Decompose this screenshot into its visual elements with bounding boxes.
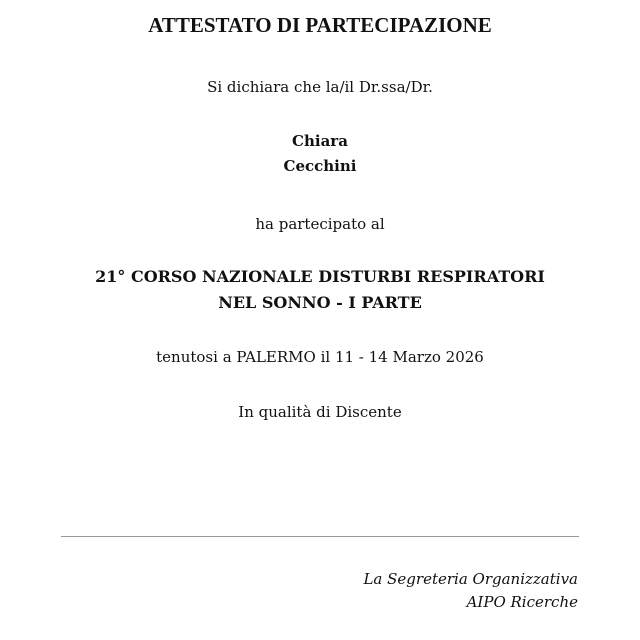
event-location-date: tenutosi a PALERMO il 11 - 14 Marzo 2026 <box>156 348 484 366</box>
course-title-line1: 21° CORSO NAZIONALE DISTURBI RESPIRATORI <box>95 267 545 286</box>
signature-line2: AIPO Ricerche <box>466 593 578 611</box>
participant-first-name: Chiara <box>292 132 348 150</box>
intro-text: Si dichiara che la/il Dr.ssa/Dr. <box>207 78 433 96</box>
divider <box>61 536 579 537</box>
course-title-line2: NEL SONNO - I PARTE <box>218 293 422 312</box>
participant-role: In qualità di Discente <box>238 403 402 421</box>
participated-text: ha partecipato al <box>255 215 385 233</box>
participant-last-name: Cecchini <box>283 157 357 175</box>
signature-line1: La Segreteria Organizzativa <box>363 570 578 588</box>
certificate-title: ATTESTATO DI PARTECIPAZIONE <box>148 13 492 37</box>
